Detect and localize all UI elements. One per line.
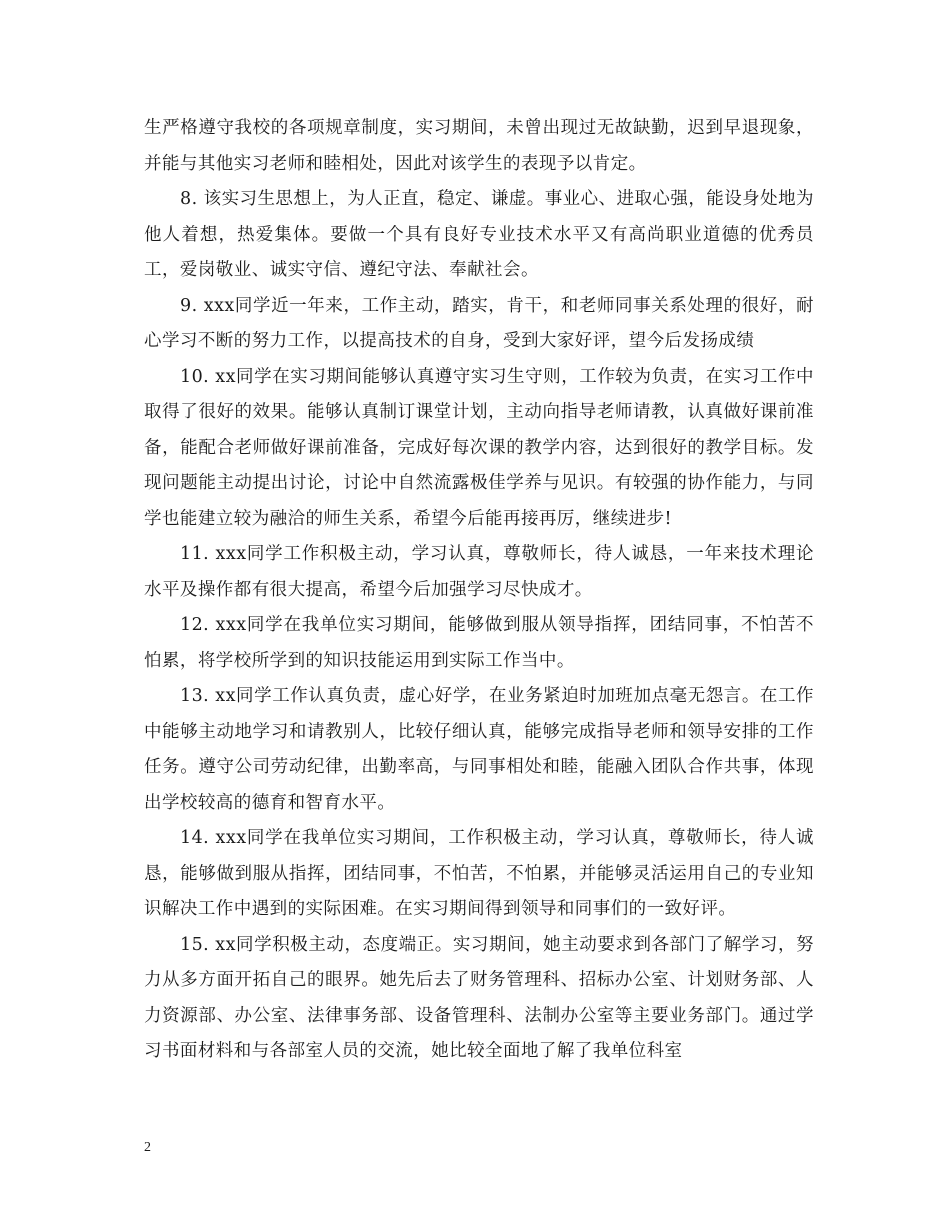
paragraph-item-10: 10. xx同学在实习期间能够认真遵守实习生守则，工作较为负责，在实习工作中取得了很好的效果。能够认真制订课堂计划，主动向指导老师请教，认真做好课前准备，能配合老师做好课前准备，完成好每次课的教学内容，达到很好的教学目标。发现问题能主动提出讨论，讨论中自然流露极佳学养与见识。有较强的协作能力，与同学也能建立较为融洽的师生关系，希望今后能再接再厉，继续进步! xyxy=(144,366,814,529)
paragraph-item-13: 13. xx同学工作认真负责，虚心好学，在业务紧迫时加班加点毫无怨言。在工作中能够主动地学习和请教别人，比较仔细认真，能够完成指导老师和领导安排的工作任务。遵守公司劳动纪律，出勤率高，与同事相处和睦，能融入团队合作共事，体现出学校较高的德育和智育水平。 xyxy=(144,686,814,813)
paragraph-item-15: 15. xx同学积极主动，态度端正。实习期间，她主动要求到各部门了解学习，努力从多方面开拓自己的眼界。她先后去了财务管理科、招标办公室、计划财务部、人力资源部、办公室、法律事务部、设备管理科、法制办公室等主要业务部门。通过学习书面材料和与各部室人员的交流，她比较全面地了解了我单位科室 xyxy=(144,934,814,1061)
paragraph-continuation: 生严格遵守我校的各项规章制度，实习期间，未曾出现过无故缺勤，迟到早退现象，并能与其他实习老师和睦相处，因此对该学生的表现予以肯定。 xyxy=(144,118,814,174)
page-number: 2 xyxy=(144,1140,151,1155)
paragraph-item-14: 14. xxx同学在我单位实习期间，工作积极主动，学习认真，尊敬师长，待人诚恳，能够做到服从指挥，团结同事，不怕苦，不怕累，并能够灵活运用自己的专业知识解决工作中遇到的实际困难。在实习期间得到领导和同事们的一致好评。 xyxy=(144,828,814,919)
paragraph-item-11: 11. xxx同学工作积极主动，学习认真，尊敬师长，待人诚恳，一年来技术理论水平及操作都有很大提高，希望今后加强学习尽快成才。 xyxy=(144,544,814,600)
paragraph-item-9: 9. xxx同学近一年来，工作主动，踏实，肯干，和老师同事关系处理的很好，耐心学习不断的努力工作，以提高技术的自身，受到大家好评，望今后发扬成绩 xyxy=(144,295,814,351)
paragraph-item-8: 8. 该实习生思想上，为人正直，稳定、谦虚。事业心、进取心强，能设身处地为他人着想，热爱集体。要做一个具有良好专业技术水平又有高尚职业道德的优秀员工，爱岗敬业、诚实守信、遵纪守法、奉献社会。 xyxy=(144,189,814,280)
paragraph-item-12: 12. xxx同学在我单位实习期间，能够做到服从领导指挥，团结同事，不怕苦不怕累，将学校所学到的知识技能运用到实际工作当中。 xyxy=(144,615,814,671)
document-body xyxy=(144,111,814,1070)
